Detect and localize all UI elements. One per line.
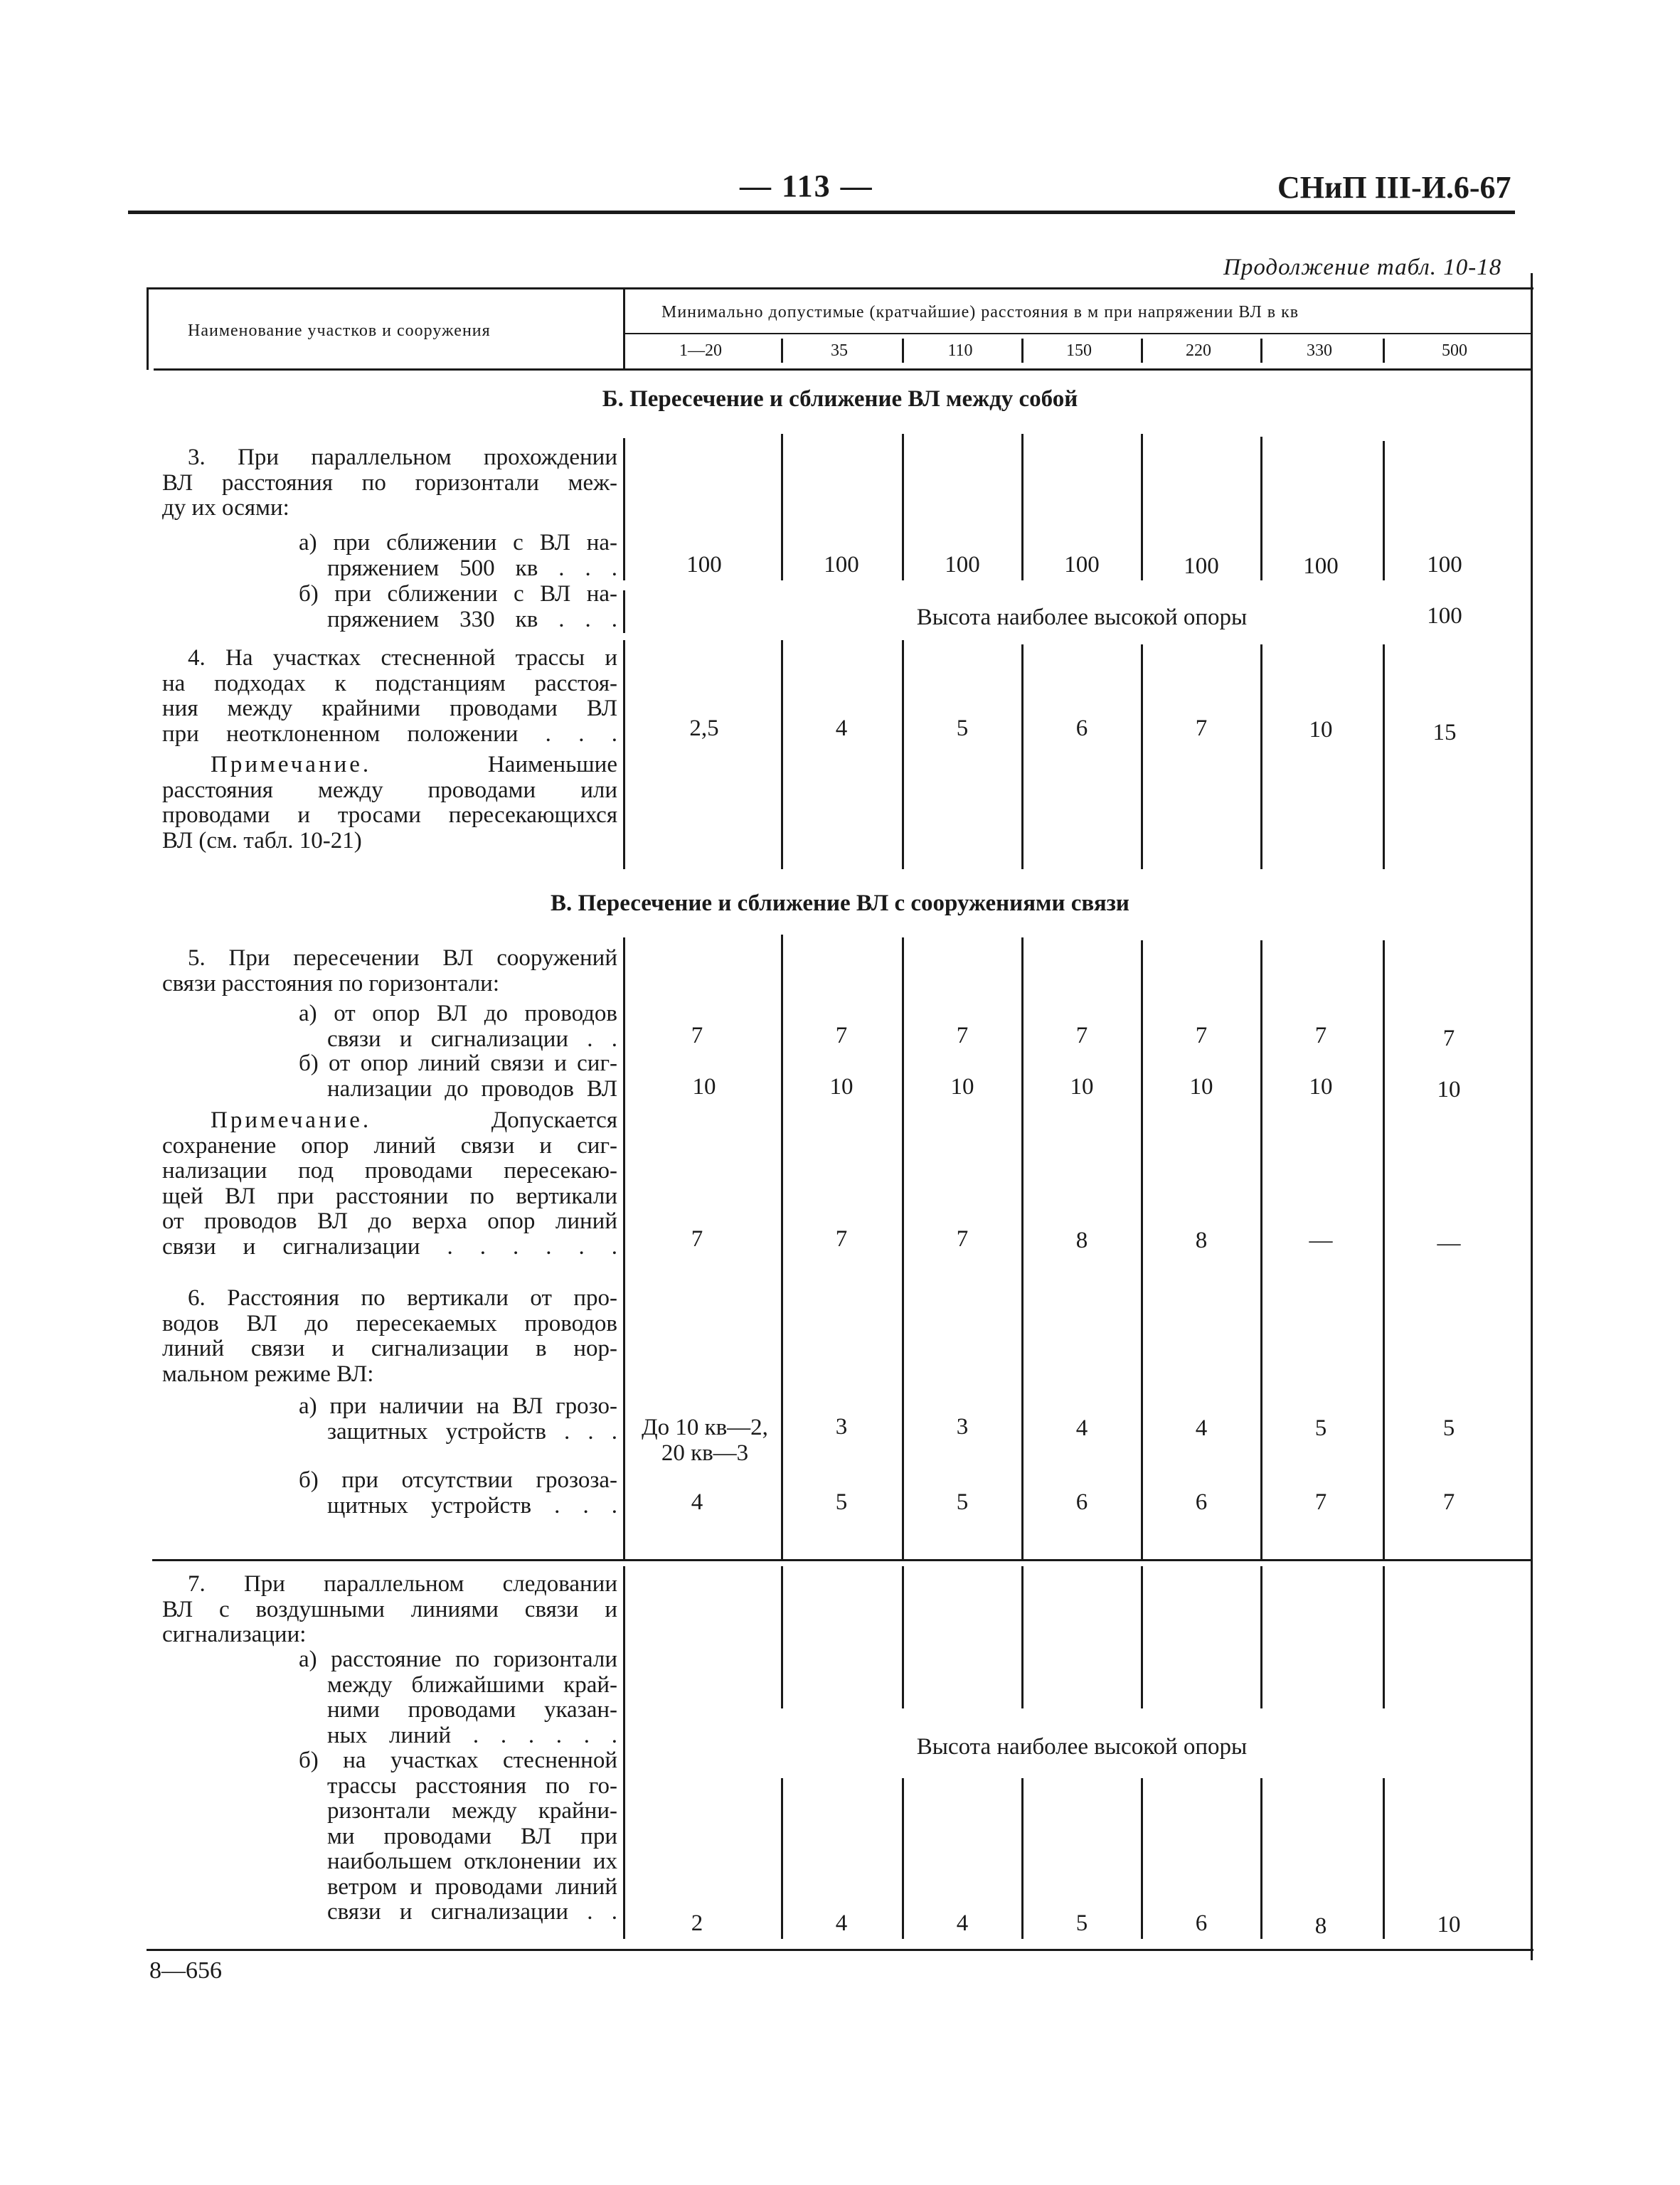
row-3b-spanned-value: Высота наиболее высокой опоры — [916, 605, 1248, 630]
row-6a-value-1-20 — [630, 1415, 780, 1466]
column-rule — [623, 937, 625, 1559]
text-line: связи расстояния по горизонтали: — [162, 970, 499, 996]
column-rule — [902, 937, 904, 1559]
text-line: щитных устройств . . . — [327, 1492, 617, 1519]
column-rule — [1383, 1566, 1385, 1708]
voltage-header-330: 330 — [1307, 341, 1332, 360]
column-rule — [623, 640, 625, 869]
header-divider — [623, 287, 625, 370]
document-code: СНиП III-И.6-67 — [1277, 170, 1511, 205]
text-line: ВЛ (см. табл. 10-21) — [162, 827, 362, 854]
row-6a-value: 3 — [956, 1414, 969, 1440]
note-first-words: Допускается — [491, 1107, 617, 1133]
row-4-value: 10 — [1309, 717, 1333, 743]
text-line: водов ВЛ до пересекаемых проводов — [162, 1310, 617, 1336]
column-rule — [1260, 1778, 1262, 1939]
row-6-heading — [162, 1286, 617, 1387]
row-6b-value: 7 — [1314, 1489, 1327, 1515]
column-rule — [781, 1566, 783, 1708]
text-line: б) на участках стесненной — [299, 1748, 617, 1773]
row-4-text — [162, 646, 617, 747]
text-line: нализации под проводами пересекаю- — [162, 1158, 617, 1184]
text-line: а) при сближении с ВЛ на- — [299, 530, 617, 555]
column-rule — [902, 1778, 904, 1939]
text-line: До 10 кв—2, — [642, 1415, 768, 1440]
text-line: линий связи и сигнализации в нор- — [162, 1336, 617, 1361]
row-5-note — [162, 1108, 617, 1260]
section-v-title: В. Пересечение и сближение ВЛ с сооружениями связи — [551, 891, 1129, 916]
row-7b-value: 4 — [956, 1910, 969, 1936]
row-5-note-value: 7 — [691, 1226, 703, 1252]
row-5-note-value: — — [1309, 1228, 1333, 1253]
text-line: пряжением 500 кв . . . — [327, 555, 617, 581]
column-rule — [1141, 644, 1143, 869]
text-line: 4. На участках стесненной трассы и — [188, 645, 617, 671]
column-rule — [781, 640, 783, 869]
row-3a-value: 100 — [686, 552, 722, 578]
voltage-separator — [902, 339, 904, 363]
column-rule — [902, 434, 904, 580]
text-line: а) от опор ВЛ до проводов — [299, 1001, 617, 1026]
text-line: связи и сигнализации . . — [327, 1899, 617, 1925]
name-column-header: Наименование участков и сооружения — [188, 321, 491, 340]
row-5a-value: 7 — [691, 1023, 703, 1048]
row-7b-value: 6 — [1195, 1910, 1208, 1936]
column-rule — [1021, 644, 1024, 869]
text-line: на подходах к подстанциям расстоя- — [162, 670, 617, 696]
header-bottom-rule — [154, 368, 1532, 371]
row-3a-value: 100 — [1064, 552, 1100, 578]
text-line: ду их осями: — [162, 495, 289, 521]
row-3a-text — [299, 531, 617, 581]
column-rule — [1141, 1778, 1143, 1939]
row-divider — [152, 1559, 1532, 1561]
row-6a-value: 3 — [835, 1414, 848, 1440]
text-line: а) расстояние по горизонтали — [299, 1647, 617, 1672]
voltage-separator — [781, 339, 783, 363]
note-first-line — [162, 1108, 617, 1134]
row-7b-value: 5 — [1075, 1910, 1088, 1936]
row-5-note-value: 7 — [956, 1226, 969, 1252]
column-rule — [623, 590, 625, 633]
text-line: сохранение опор линий связи и сиг- — [162, 1132, 617, 1159]
column-rule — [1141, 940, 1143, 1559]
page-number: — 113 — — [740, 169, 873, 203]
row-5a-value: 7 — [1075, 1023, 1088, 1048]
text-line: ВЛ с воздушными линиями связи и — [162, 1596, 617, 1622]
row-5b-value: 10 — [1070, 1074, 1094, 1100]
voltage-header-220: 220 — [1186, 341, 1211, 360]
row-7b-text — [299, 1748, 617, 1925]
text-line: связи и сигнализации . . — [327, 1026, 617, 1052]
row-6b-value: 6 — [1195, 1489, 1208, 1515]
text-line: б) при сближении с ВЛ на- — [299, 581, 617, 607]
note-first-words: Наименьшие — [487, 752, 617, 777]
section-b-title: Б. Пересечение и сближение ВЛ между собой — [602, 386, 1078, 412]
text-line: щей ВЛ при расстоянии по вертикали — [162, 1183, 617, 1209]
row-5b-text — [299, 1051, 617, 1102]
table-continuation-caption: Продолжение табл. 10-18 — [1223, 255, 1502, 280]
text-line: от проводов ВЛ до верха опор линий — [162, 1208, 617, 1234]
text-line: трассы расстояния по го- — [327, 1772, 617, 1799]
text-line: нализации до проводов ВЛ — [327, 1075, 617, 1102]
text-line: между ближайшими край- — [327, 1671, 617, 1698]
text-line: расстояния между проводами или — [162, 777, 617, 803]
row-5b-value: 10 — [950, 1074, 974, 1100]
row-4-value: 6 — [1075, 716, 1088, 741]
row-3-heading — [162, 445, 617, 521]
text-line: ми проводами ВЛ при — [327, 1823, 617, 1849]
column-rule — [623, 1566, 625, 1939]
column-rule — [1383, 1778, 1385, 1939]
row-5b-value: 10 — [1309, 1074, 1333, 1100]
note-first-line — [162, 753, 617, 778]
text-line: ных линий . . . . . . — [327, 1722, 617, 1748]
row-5b-value: 10 — [1437, 1077, 1461, 1102]
text-line: наибольшем отклонении их — [327, 1849, 617, 1874]
row-5a-value: 7 — [1314, 1023, 1327, 1048]
column-rule — [1260, 940, 1262, 1559]
voltage-header-150: 150 — [1066, 341, 1092, 360]
row-3a-value: 100 — [1427, 552, 1462, 578]
row-5-note-value: — — [1437, 1230, 1461, 1256]
text-line: сигнализации: — [162, 1622, 307, 1647]
row-6a-value: 4 — [1075, 1415, 1088, 1441]
column-rule — [781, 935, 783, 1559]
row-3b-value-500: 100 — [1427, 603, 1462, 629]
row-7b-value: 8 — [1314, 1913, 1327, 1939]
voltage-header-rule — [623, 333, 1532, 334]
table-right-rule — [1531, 273, 1533, 1960]
column-rule — [1383, 940, 1385, 1559]
text-line: 6. Расстояния по вертикали от про- — [188, 1285, 617, 1311]
row-4-value: 2,5 — [689, 716, 719, 741]
row-6a-value: 5 — [1442, 1415, 1455, 1441]
text-line: ними проводами указан- — [327, 1697, 617, 1723]
row-7-heading — [162, 1572, 617, 1648]
row-7b-value: 10 — [1437, 1912, 1461, 1937]
voltage-header-1-20: 1—20 — [679, 341, 722, 360]
row-5a-value: 7 — [835, 1023, 848, 1048]
column-rule — [902, 1566, 904, 1708]
row-6a-text — [299, 1394, 617, 1445]
text-line: проводами и тросами пересекающихся — [162, 802, 617, 828]
text-line: 5. При пересечении ВЛ сооружений — [188, 945, 617, 971]
row-5a-text — [299, 1001, 617, 1052]
row-7b-value: 2 — [691, 1910, 703, 1936]
voltage-header-35: 35 — [831, 341, 848, 360]
column-rule — [1383, 644, 1385, 869]
row-5a-value: 7 — [1195, 1023, 1208, 1048]
voltage-separator — [1021, 339, 1024, 363]
text-line: связи и сигнализации . . . . . . — [162, 1233, 617, 1260]
row-5-note-value: 8 — [1075, 1228, 1088, 1253]
row-5-note-value: 8 — [1195, 1228, 1208, 1253]
text-line: 20 кв—3 — [661, 1440, 749, 1466]
row-7b-value: 4 — [835, 1910, 848, 1936]
text-line: пряжением 330 кв . . . — [327, 606, 617, 632]
column-rule — [1021, 1778, 1024, 1939]
column-rule — [1021, 1566, 1024, 1708]
row-6b-text — [299, 1468, 617, 1519]
row-6a-value: 4 — [1195, 1415, 1208, 1441]
row-4-note — [162, 753, 617, 854]
text-line: ния между крайними проводами ВЛ — [162, 696, 617, 721]
voltage-separator — [1141, 339, 1143, 363]
column-rule — [781, 434, 783, 580]
row-4-value: 15 — [1432, 720, 1457, 745]
row-3a-value: 100 — [824, 552, 859, 578]
column-rule — [1141, 1566, 1143, 1708]
text-line: 3. При параллельном прохождении — [188, 445, 617, 470]
row-5a-value: 7 — [956, 1023, 969, 1048]
column-rule — [1260, 644, 1262, 869]
row-5b-value: 10 — [1189, 1074, 1213, 1100]
row-3a-value: 100 — [1184, 553, 1219, 579]
row-3b-text — [299, 582, 617, 632]
row-6b-value: 5 — [835, 1489, 848, 1515]
print-signature: 8—656 — [149, 1957, 222, 1984]
row-4-value: 4 — [835, 716, 848, 741]
column-rule — [1141, 434, 1143, 580]
voltage-separator — [1383, 339, 1385, 363]
table-left-rule — [147, 287, 149, 370]
column-rule — [623, 438, 625, 580]
row-3a-value: 100 — [945, 552, 980, 578]
text-line: б) при отсутствии грозоза- — [299, 1467, 617, 1493]
row-5-note-value: 7 — [835, 1226, 848, 1252]
voltage-header-500: 500 — [1442, 341, 1467, 360]
note-heading: Примечание. — [211, 1107, 372, 1133]
text-line: ризонтали между крайни- — [327, 1798, 617, 1824]
row-6b-value: 7 — [1442, 1489, 1455, 1515]
column-rule — [1260, 437, 1262, 580]
row-5-heading — [162, 946, 617, 996]
row-7a-text — [299, 1647, 617, 1748]
row-6b-value: 6 — [1075, 1489, 1088, 1515]
column-rule — [781, 1778, 783, 1939]
row-6a-value: 5 — [1314, 1415, 1327, 1441]
row-5a-value: 7 — [1442, 1026, 1455, 1051]
column-rule — [1021, 434, 1024, 580]
header-rule — [128, 211, 1515, 214]
column-rule — [902, 640, 904, 869]
row-6b-value: 5 — [956, 1489, 969, 1515]
row-6b-value: 4 — [691, 1489, 703, 1515]
text-line: защитных устройств . . . — [327, 1418, 617, 1445]
text-line: ВЛ расстояния по горизонтали меж- — [162, 469, 617, 496]
row-5b-value: 10 — [829, 1074, 854, 1100]
voltage-separator — [1260, 339, 1262, 363]
column-rule — [1021, 937, 1024, 1559]
text-line: мальном режиме ВЛ: — [162, 1361, 374, 1387]
distance-column-header: Минимально допустимые (кратчайшие) расстояния в м при напряжении ВЛ в кв — [661, 303, 1299, 321]
voltage-header-110: 110 — [947, 341, 973, 360]
row-5b-value: 10 — [692, 1074, 716, 1100]
text-line: б) от опор линий связи и сиг- — [299, 1051, 617, 1076]
table-top-rule — [147, 287, 1533, 289]
row-7a-spanned-value: Высота наиболее высокой опоры — [916, 1734, 1248, 1760]
text-line: при неотклоненном положении . . . — [162, 721, 617, 747]
text-line: 7. При параллельном следовании — [188, 1571, 617, 1597]
note-heading: Примечание. — [211, 752, 372, 777]
column-rule — [1260, 1566, 1262, 1708]
row-4-value: 5 — [956, 716, 969, 741]
text-line: а) при наличии на ВЛ грозо- — [299, 1393, 617, 1419]
row-3a-value: 100 — [1303, 553, 1339, 579]
row-4-value: 7 — [1195, 716, 1208, 741]
column-rule — [1383, 441, 1385, 580]
table-bottom-rule — [147, 1949, 1533, 1951]
text-line: ветром и проводами линий — [327, 1873, 617, 1900]
